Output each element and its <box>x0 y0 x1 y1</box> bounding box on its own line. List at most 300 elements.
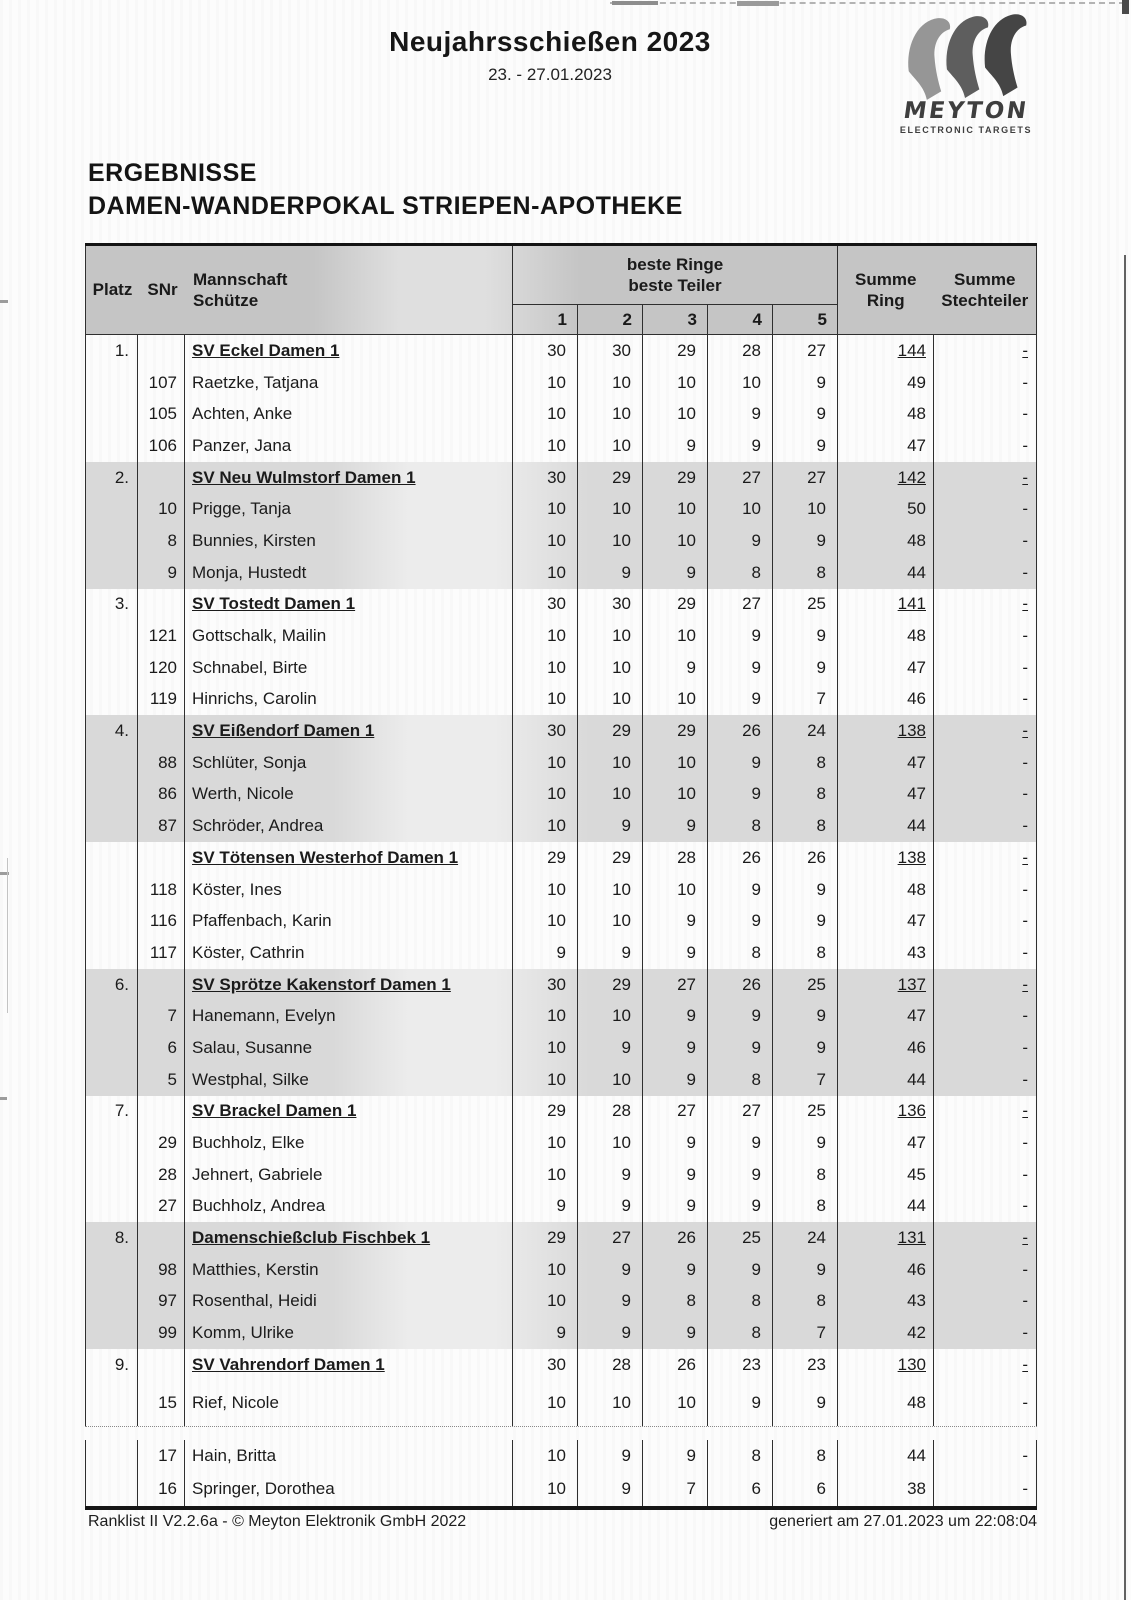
ring-cell: 9 <box>708 652 773 684</box>
ring-cell: 10 <box>578 1064 643 1096</box>
summe-ring-cell: 49 <box>838 367 934 399</box>
ring-cell: 10 <box>513 1381 578 1426</box>
page-title: Neujahrsschießen 2023 <box>389 26 711 57</box>
platz-cell: 4. <box>85 715 138 747</box>
ring-cell: 9 <box>643 1440 708 1473</box>
ring-cell: 10 <box>513 1064 578 1096</box>
snr-cell: 88 <box>138 747 185 779</box>
ring-cell: 9 <box>578 1159 643 1191</box>
ring-cell: 9 <box>513 937 578 969</box>
snr-cell: 117 <box>138 937 185 969</box>
ring-cell: 9 <box>773 525 838 557</box>
ring-cell: 8 <box>708 810 773 842</box>
summe-stechteiler-cell: - <box>934 1159 1037 1191</box>
snr-cell: 121 <box>138 620 185 652</box>
ring-cell: 27 <box>708 462 773 494</box>
col-header-schuetze: Schütze <box>193 291 259 310</box>
col-header-mannschaft: Mannschaft <box>193 270 288 289</box>
ring-cell: 7 <box>773 1317 838 1349</box>
ring-cell: 10 <box>578 493 643 525</box>
footer-version: Ranklist II V2.2.6a - © Meyton Elektronik GmbH 2022 <box>88 1513 467 1530</box>
shooter-name-cell: Monja, Hustedt <box>185 557 513 589</box>
ring-cell: 9 <box>773 1381 838 1426</box>
summe-ring-cell: 47 <box>838 779 934 811</box>
team-block <box>85 1349 1037 1426</box>
ring-cell: 10 <box>773 493 838 525</box>
summe-stechteiler-cell: - <box>934 335 1037 367</box>
shooter-name-cell: Köster, Ines <box>185 874 513 906</box>
platz-cell <box>85 747 138 779</box>
ring-cell: 9 <box>578 557 643 589</box>
shooter-name-cell: Panzer, Jana <box>185 430 513 462</box>
team-block <box>85 969 1037 1096</box>
summe-ring-cell: 46 <box>838 684 934 716</box>
team-name-cell: SV Eißendorf Damen 1 <box>185 715 513 747</box>
summe-ring-cell: 47 <box>838 1000 934 1032</box>
shooter-name-cell: Salau, Susanne <box>185 1032 513 1064</box>
beste-teiler-label: beste Teiler <box>628 276 722 295</box>
platz-cell: 8. <box>85 1222 138 1254</box>
ring-cell: 26 <box>708 969 773 1001</box>
ring-cell: 7 <box>643 1473 708 1506</box>
summe-stechteiler-cell: - <box>934 1254 1037 1286</box>
summe-ring-cell: 47 <box>838 1127 934 1159</box>
snr-cell: 9 <box>138 557 185 589</box>
platz-cell <box>85 367 138 399</box>
member-row <box>85 1127 1037 1159</box>
table-overflow-section <box>85 1440 1037 1510</box>
snr-cell: 98 <box>138 1254 185 1286</box>
summe-ring-cell: 44 <box>838 557 934 589</box>
shooter-name-cell: Werth, Nicole <box>185 779 513 811</box>
ring-cell: 9 <box>643 1191 708 1223</box>
summe-stechteiler-cell: - <box>934 1381 1037 1426</box>
shooter-name-cell: Achten, Anke <box>185 398 513 430</box>
snr-cell: 17 <box>138 1440 185 1473</box>
summe-stechteiler-cell: - <box>934 1473 1037 1506</box>
shooter-name-cell: Matthies, Kerstin <box>185 1254 513 1286</box>
ring-cell: 10 <box>513 430 578 462</box>
snr-cell: 8 <box>138 525 185 557</box>
summe-ring-cell: 136 <box>838 1096 934 1128</box>
stechteiler-label: Stechteiler <box>941 291 1029 310</box>
summe-ring-cell: 137 <box>838 969 934 1001</box>
platz-cell <box>85 1032 138 1064</box>
member-row <box>85 1159 1037 1191</box>
member-row <box>85 1254 1037 1286</box>
summe-ring-cell: 44 <box>838 810 934 842</box>
member-row <box>85 620 1037 652</box>
ring-cell: 10 <box>643 1381 708 1426</box>
team-row <box>85 589 1037 621</box>
col-header-summe-ring <box>838 269 934 311</box>
ring-cell: 9 <box>643 1000 708 1032</box>
ring-cell: 8 <box>708 1286 773 1318</box>
snr-cell <box>138 462 185 494</box>
ring-cell: 7 <box>773 1064 838 1096</box>
table-header-left-section <box>85 246 513 334</box>
shooter-name-cell: Pfaffenbach, Karin <box>185 905 513 937</box>
ring-cell: 8 <box>773 779 838 811</box>
member-row <box>85 1473 1037 1506</box>
ring-cell: 10 <box>513 905 578 937</box>
ring-cell: 9 <box>578 810 643 842</box>
ring-cell: 9 <box>643 810 708 842</box>
member-row <box>85 1381 1037 1426</box>
ring-cell: 10 <box>578 525 643 557</box>
scan-artifact-top-dashes <box>610 2 1125 4</box>
snr-cell: 10 <box>138 493 185 525</box>
ring-cell: 10 <box>513 652 578 684</box>
shooter-name-cell: Rosenthal, Heidi <box>185 1286 513 1318</box>
member-row <box>85 905 1037 937</box>
platz-cell <box>85 557 138 589</box>
meyton-logo <box>898 12 1034 135</box>
ring-cell: 10 <box>643 779 708 811</box>
platz-cell: 3. <box>85 589 138 621</box>
summe-ring-cell: 47 <box>838 747 934 779</box>
platz-cell <box>85 398 138 430</box>
snr-cell: 7 <box>138 1000 185 1032</box>
shooter-name-cell: Raetzke, Tatjana <box>185 367 513 399</box>
platz-cell <box>85 1159 138 1191</box>
ring-cell: 8 <box>708 557 773 589</box>
ring-cell: 10 <box>578 367 643 399</box>
member-row <box>85 367 1037 399</box>
ring-cell: 28 <box>578 1349 643 1381</box>
summe-ring-cell: 131 <box>838 1222 934 1254</box>
snr-cell: 29 <box>138 1127 185 1159</box>
summe-ring-cell: 48 <box>838 525 934 557</box>
team-name-cell: SV Neu Wulmstorf Damen 1 <box>185 462 513 494</box>
ring-cell: 9 <box>708 1000 773 1032</box>
ring-cell: 9 <box>643 1032 708 1064</box>
ring-cell: 9 <box>643 1254 708 1286</box>
ring-cell: 10 <box>643 367 708 399</box>
shot-col-header: 2 <box>578 305 643 334</box>
ring-cell: 8 <box>708 1064 773 1096</box>
ring-cell: 9 <box>643 905 708 937</box>
ring-cell: 9 <box>708 620 773 652</box>
summe-stechteiler-cell: - <box>934 430 1037 462</box>
shooter-name-cell: Westphal, Silke <box>185 1064 513 1096</box>
ring-cell: 8 <box>708 1317 773 1349</box>
ring-cell: 10 <box>513 1000 578 1032</box>
snr-cell: 97 <box>138 1286 185 1318</box>
summe-stechteiler-cell: - <box>934 842 1037 874</box>
team-row <box>85 1222 1037 1254</box>
summe-ring-cell: 47 <box>838 430 934 462</box>
shooter-name-cell: Prigge, Tanja <box>185 493 513 525</box>
ring-cell: 8 <box>773 937 838 969</box>
platz-cell <box>85 1127 138 1159</box>
ring-cell: 9 <box>708 430 773 462</box>
ring-cell: 9 <box>578 1473 643 1506</box>
ring-cell: 10 <box>578 747 643 779</box>
shooter-name-cell: Rief, Nicole <box>185 1381 513 1426</box>
scan-artifact-corner-mark <box>1122 0 1129 14</box>
platz-cell: 2. <box>85 462 138 494</box>
platz-cell: 1. <box>85 335 138 367</box>
ring-cell: 30 <box>578 335 643 367</box>
ring-cell: 9 <box>708 874 773 906</box>
ring-cell: 26 <box>643 1349 708 1381</box>
ring-cell: 27 <box>578 1222 643 1254</box>
ring-cell: 9 <box>578 1286 643 1318</box>
snr-cell: 86 <box>138 779 185 811</box>
shooter-name-cell: Schnabel, Birte <box>185 652 513 684</box>
ring-cell: 29 <box>643 715 708 747</box>
ring-cell: 27 <box>708 589 773 621</box>
summe-stechteiler-cell: - <box>934 398 1037 430</box>
ring-cell: 9 <box>708 525 773 557</box>
summe-ring-cell: 47 <box>838 652 934 684</box>
ring-cell: 8 <box>773 1440 838 1473</box>
summe-stechteiler-cell: - <box>934 1440 1037 1473</box>
ring-cell: 26 <box>708 715 773 747</box>
team-name-cell: SV Eckel Damen 1 <box>185 335 513 367</box>
platz-cell <box>85 1473 138 1506</box>
member-row <box>85 1317 1037 1349</box>
ring-cell: 10 <box>578 620 643 652</box>
platz-cell <box>85 1064 138 1096</box>
summe-stechteiler-cell: - <box>934 557 1037 589</box>
snr-cell: 5 <box>138 1064 185 1096</box>
summe-ring-cell: 44 <box>838 1191 934 1223</box>
summe-ring-cell: 44 <box>838 1064 934 1096</box>
summe-ring-cell: 48 <box>838 398 934 430</box>
ring-cell: 27 <box>708 1096 773 1128</box>
shooter-name-cell: Gottschalk, Mailin <box>185 620 513 652</box>
ring-cell: 23 <box>708 1349 773 1381</box>
ring-cell: 9 <box>773 367 838 399</box>
col-header-beste-ringe-teiler <box>513 246 838 305</box>
snr-cell <box>138 969 185 1001</box>
logo-m-icon <box>903 12 1029 100</box>
snr-cell: 105 <box>138 398 185 430</box>
ring-cell: 28 <box>578 1096 643 1128</box>
ring-cell: 10 <box>643 525 708 557</box>
logo-tagline-text: ELECTRONIC TARGETS <box>899 125 1033 135</box>
member-row <box>85 430 1037 462</box>
summe-ring-cell: 144 <box>838 335 934 367</box>
platz-cell <box>85 525 138 557</box>
team-name-cell: SV Brackel Damen 1 <box>185 1096 513 1128</box>
team-block <box>85 462 1037 589</box>
team-row <box>85 1096 1037 1128</box>
member-row <box>85 557 1037 589</box>
ring-cell: 29 <box>578 969 643 1001</box>
ring-cell: 9 <box>708 1381 773 1426</box>
summe-stechteiler-cell: - <box>934 462 1037 494</box>
team-row <box>85 842 1037 874</box>
summe-stechteiler-cell: - <box>934 874 1037 906</box>
ring-cell: 27 <box>773 462 838 494</box>
ring-cell: 9 <box>643 1127 708 1159</box>
ring-cell: 29 <box>513 1222 578 1254</box>
summe-stechteiler-cell: - <box>934 1191 1037 1223</box>
ring-cell: 10 <box>513 398 578 430</box>
shot-col-header: 5 <box>773 305 838 334</box>
ring-cell: 8 <box>773 1286 838 1318</box>
summe-ring-cell: 44 <box>838 1440 934 1473</box>
summe-ring-cell: 142 <box>838 462 934 494</box>
platz-cell <box>85 620 138 652</box>
ring-cell: 10 <box>578 430 643 462</box>
ring-cell: 25 <box>773 1096 838 1128</box>
snr-cell: 120 <box>138 652 185 684</box>
table-header-summe-section <box>838 246 1037 334</box>
ring-cell: 10 <box>513 874 578 906</box>
ring-cell: 9 <box>773 1032 838 1064</box>
summe-ring-cell: 138 <box>838 842 934 874</box>
ring-cell: 9 <box>708 398 773 430</box>
snr-cell <box>138 715 185 747</box>
summe-label: Summe <box>855 270 917 289</box>
snr-cell: 107 <box>138 367 185 399</box>
ring-cell: 9 <box>513 1317 578 1349</box>
ring-cell: 25 <box>773 969 838 1001</box>
ring-cell: 10 <box>513 1159 578 1191</box>
summe-stechteiler-cell: - <box>934 367 1037 399</box>
ring-cell: 10 <box>513 557 578 589</box>
member-row <box>85 874 1037 906</box>
ring-cell: 9 <box>773 398 838 430</box>
shooter-name-cell: Komm, Ulrike <box>185 1317 513 1349</box>
member-row <box>85 525 1037 557</box>
ring-cell: 29 <box>513 1096 578 1128</box>
summe-stechteiler-cell: - <box>934 747 1037 779</box>
summe-stechteiler-cell: - <box>934 1064 1037 1096</box>
snr-cell: 16 <box>138 1473 185 1506</box>
summe-stechteiler-cell: - <box>934 493 1037 525</box>
ring-cell: 28 <box>643 842 708 874</box>
team-row <box>85 1349 1037 1381</box>
ring-cell: 26 <box>773 842 838 874</box>
footer-generated-timestamp: generiert am 27.01.2023 um 22:08:04 <box>769 1513 1037 1530</box>
scan-artifact-left-tick <box>0 1097 7 1100</box>
summe-stechteiler-cell: - <box>934 589 1037 621</box>
platz-cell <box>85 1286 138 1318</box>
ring-cell: 30 <box>513 589 578 621</box>
ring-cell: 29 <box>578 715 643 747</box>
platz-cell <box>85 1254 138 1286</box>
platz-cell <box>85 779 138 811</box>
summe-stechteiler-cell: - <box>934 1032 1037 1064</box>
platz-cell <box>85 684 138 716</box>
col-header-platz: Platz <box>92 280 133 299</box>
summe-ring-cell: 43 <box>838 937 934 969</box>
ring-cell: 8 <box>708 937 773 969</box>
col-header-mannschaft-schuetze <box>186 269 287 311</box>
ring-cell: 9 <box>708 1191 773 1223</box>
ring-cell: 10 <box>513 1254 578 1286</box>
ring-cell: 10 <box>513 1440 578 1473</box>
ring-cell: 10 <box>513 747 578 779</box>
scan-artifact-top-bar <box>737 1 779 6</box>
platz-cell: 7. <box>85 1096 138 1128</box>
team-block <box>85 335 1037 462</box>
ring-cell: 9 <box>773 620 838 652</box>
ring-cell: 10 <box>513 1473 578 1506</box>
team-block <box>85 842 1037 969</box>
summe-stechteiler-cell: - <box>934 1222 1037 1254</box>
shooter-name-cell: Springer, Dorothea <box>185 1473 513 1506</box>
summe-stechteiler-cell: - <box>934 1127 1037 1159</box>
summe-ring-cell: 46 <box>838 1032 934 1064</box>
ring-cell: 29 <box>643 462 708 494</box>
ring-cell: 8 <box>708 1440 773 1473</box>
ring-cell: 10 <box>643 684 708 716</box>
scan-artifact-left-tick <box>0 300 8 303</box>
platz-cell <box>85 493 138 525</box>
ring-cell: 8 <box>773 747 838 779</box>
ring-cell: 9 <box>578 1440 643 1473</box>
member-row <box>85 398 1037 430</box>
platz-cell <box>85 1381 138 1426</box>
summe-stechteiler-cell: - <box>934 905 1037 937</box>
shot-col-header: 3 <box>643 305 708 334</box>
ring-cell: 10 <box>513 779 578 811</box>
ring-cell: 9 <box>643 1064 708 1096</box>
ring-cell: 30 <box>513 969 578 1001</box>
ring-cell: 10 <box>513 810 578 842</box>
ring-cell: 9 <box>773 1254 838 1286</box>
ring-cell: 30 <box>513 462 578 494</box>
ring-cell: 26 <box>643 1222 708 1254</box>
competition-heading: DAMEN-WANDERPOKAL STRIEPEN-APOTHEKE <box>88 192 683 220</box>
shooter-name-cell: Hanemann, Evelyn <box>185 1000 513 1032</box>
snr-cell: 119 <box>138 684 185 716</box>
summe-stechteiler-cell: - <box>934 810 1037 842</box>
ring-label: Ring <box>866 291 905 310</box>
ring-cell: 8 <box>643 1286 708 1318</box>
team-row <box>85 462 1037 494</box>
platz-cell <box>85 810 138 842</box>
ring-cell: 9 <box>643 430 708 462</box>
ring-cell: 9 <box>708 1032 773 1064</box>
snr-cell: 116 <box>138 905 185 937</box>
ring-cell: 10 <box>578 1127 643 1159</box>
member-row <box>85 684 1037 716</box>
platz-cell: 6. <box>85 969 138 1001</box>
team-row <box>85 715 1037 747</box>
ring-cell: 9 <box>773 905 838 937</box>
ring-cell: 10 <box>643 874 708 906</box>
ring-cell: 9 <box>708 684 773 716</box>
results-table <box>85 243 1037 1510</box>
ring-cell: 30 <box>578 589 643 621</box>
team-block <box>85 1096 1037 1223</box>
ring-cell: 10 <box>513 525 578 557</box>
ring-cell: 24 <box>773 715 838 747</box>
summe-ring-cell: 42 <box>838 1317 934 1349</box>
platz-cell <box>85 842 138 874</box>
summe-ring-cell: 45 <box>838 1159 934 1191</box>
ring-cell: 10 <box>513 1127 578 1159</box>
member-row <box>85 1000 1037 1032</box>
ring-cell: 29 <box>578 842 643 874</box>
platz-cell <box>85 1000 138 1032</box>
ring-cell: 9 <box>773 430 838 462</box>
ring-cell: 9 <box>513 1191 578 1223</box>
col-header-snr: SNr <box>147 280 178 299</box>
shooter-name-cell: Köster, Cathrin <box>185 937 513 969</box>
platz-cell <box>85 937 138 969</box>
member-row <box>85 652 1037 684</box>
member-row <box>85 810 1037 842</box>
ring-cell: 30 <box>513 715 578 747</box>
